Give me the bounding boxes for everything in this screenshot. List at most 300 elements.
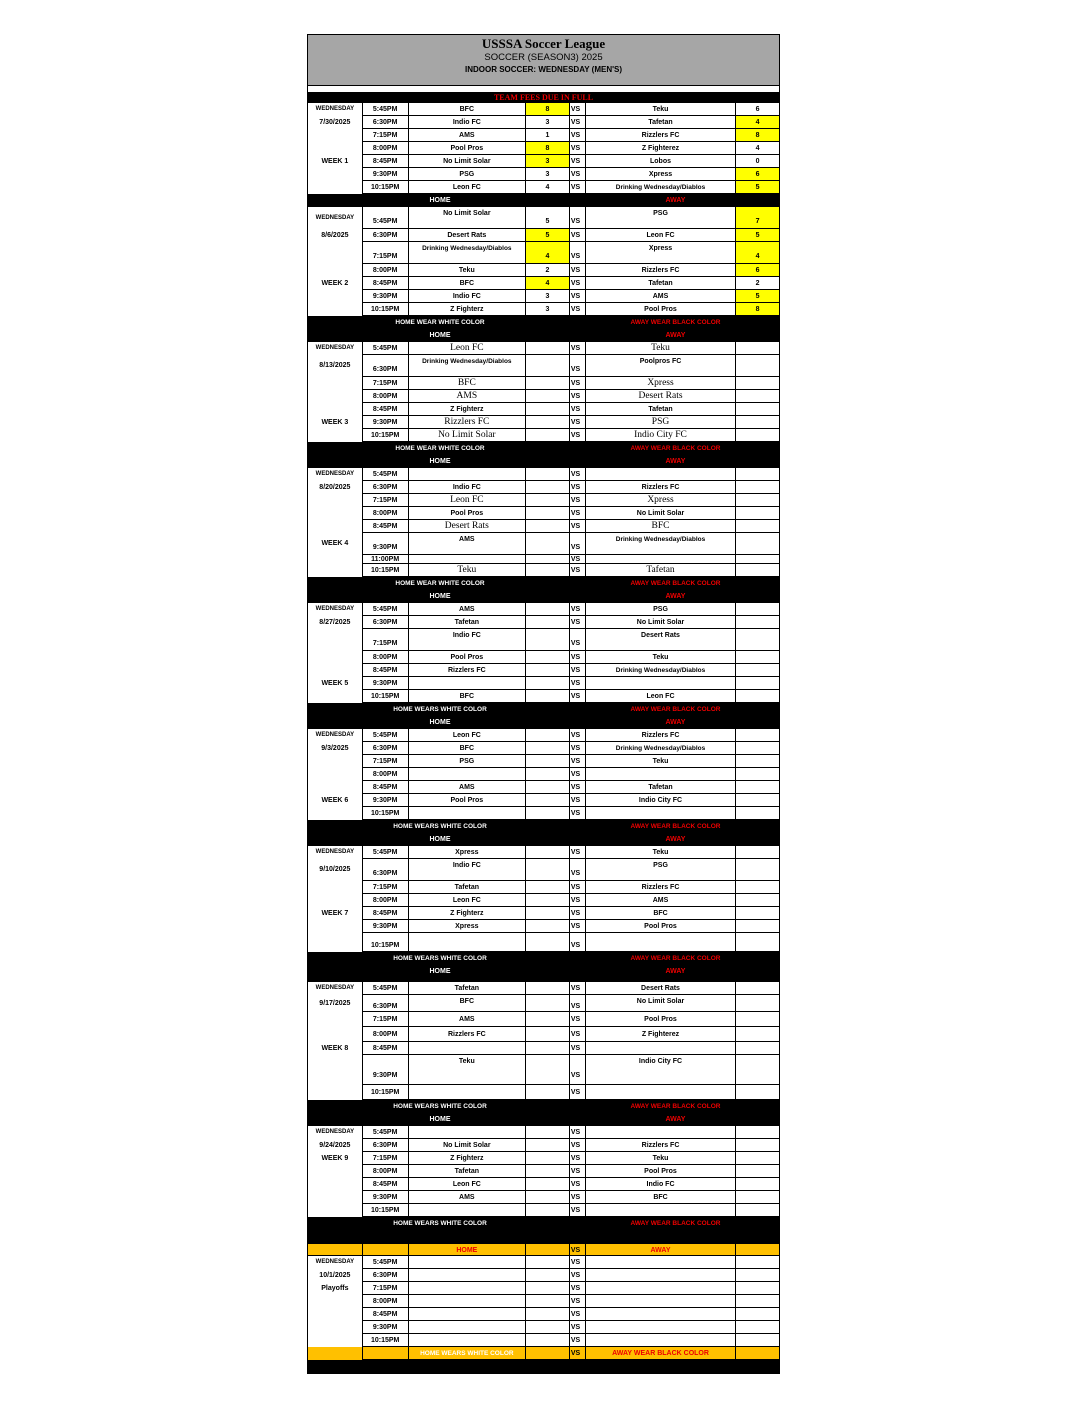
week-label-cell <box>308 1334 362 1347</box>
home-team: Xpress <box>408 846 526 859</box>
home-team <box>408 1126 526 1139</box>
game-row <box>308 103 779 116</box>
game-time: 9:30PM <box>362 290 408 303</box>
home-team: Rizzlers FC <box>408 416 526 429</box>
week-label-cell: WEEK 3 <box>321 419 349 426</box>
away-score <box>735 377 779 390</box>
home-team: Leon FC <box>408 342 526 355</box>
week-label-cell: WEEK 5 <box>321 680 349 687</box>
away-team: BFC <box>585 1191 735 1204</box>
home-score <box>525 1042 569 1055</box>
away-score <box>735 846 779 859</box>
week-label-cell: Playoffs <box>321 1285 349 1292</box>
away-score <box>735 690 779 703</box>
week-label-cell: 9/10/2025 <box>319 866 351 873</box>
game-time: 9:30PM <box>362 1191 408 1204</box>
game-time: 9:30PM <box>362 920 408 933</box>
home-team: BFC <box>408 277 526 290</box>
week-label-cell <box>308 664 362 677</box>
home-header: HOME <box>429 968 451 975</box>
away-team: Pool Pros <box>585 1012 735 1027</box>
game-row <box>308 1282 779 1295</box>
game-time: 8:00PM <box>362 1027 408 1042</box>
game-time: 7:15PM <box>362 1012 408 1027</box>
game-time: 5:45PM <box>362 982 408 995</box>
away-header: AWAY <box>665 593 686 600</box>
game-time: 7:15PM <box>362 881 408 894</box>
home-team: Pool Pros <box>408 651 526 664</box>
away-header: AWAY <box>665 197 686 204</box>
away-team <box>585 1308 735 1321</box>
home-team: AMS <box>408 390 526 403</box>
home-header: HOME <box>429 197 451 204</box>
game-row <box>308 1191 779 1204</box>
home-score <box>525 355 569 377</box>
home-score <box>525 982 569 995</box>
away-team <box>585 1295 735 1308</box>
away-team: Xpress <box>585 494 735 507</box>
game-row <box>308 533 779 555</box>
away-uniform-note: AWAY WEAR BLACK COLOR <box>630 823 721 830</box>
home-score <box>525 1269 569 1282</box>
game-row <box>308 181 779 194</box>
away-score <box>735 1027 779 1042</box>
game-row <box>308 377 779 390</box>
home-uniform-note: HOME WEAR WHITE COLOR <box>395 580 485 587</box>
playoff-header-cell <box>735 1243 779 1256</box>
away-score <box>735 629 779 651</box>
game-time: 10:15PM <box>362 303 408 316</box>
vs-label: VS <box>569 555 585 564</box>
vs-label: VS <box>569 1334 585 1347</box>
week-label-cell: 8/6/2025 <box>321 232 349 239</box>
uniform-color-band <box>308 952 779 965</box>
game-time: 8:00PM <box>362 894 408 907</box>
game-time: 5:45PM <box>362 1256 408 1269</box>
away-score: 6 <box>735 264 779 277</box>
game-time: 7:15PM <box>362 377 408 390</box>
home-score <box>525 1126 569 1139</box>
home-score <box>525 690 569 703</box>
game-row <box>308 277 779 290</box>
away-score: 2 <box>735 277 779 290</box>
home-score <box>525 520 569 533</box>
away-score <box>735 1334 779 1347</box>
away-score <box>735 1295 779 1308</box>
home-header: HOME <box>429 458 451 465</box>
week-label-cell <box>308 1321 362 1334</box>
game-row <box>308 794 779 807</box>
home-score <box>525 1204 569 1217</box>
home-score <box>525 555 569 564</box>
home-uniform-note: HOME WEAR WHITE COLOR <box>395 445 485 452</box>
game-row <box>308 168 779 181</box>
game-row <box>308 742 779 755</box>
vs-label: VS <box>569 920 585 933</box>
vs-label: VS <box>569 355 585 377</box>
away-score <box>735 355 779 377</box>
away-team: Indio City FC <box>585 1055 735 1085</box>
away-team <box>585 1321 735 1334</box>
week-label-cell <box>308 690 362 703</box>
vs-label: VS <box>569 342 585 355</box>
away-header: AWAY <box>665 1116 686 1123</box>
home-score <box>525 729 569 742</box>
home-score <box>525 1085 569 1100</box>
game-time: 8:45PM <box>362 664 408 677</box>
game-row <box>308 429 779 442</box>
home-team: Z Fighterz <box>408 907 526 920</box>
week-label-cell <box>308 755 362 768</box>
vs-label: VS <box>569 507 585 520</box>
away-score <box>735 1204 779 1217</box>
vs-label: VS <box>569 1139 585 1152</box>
playoff-uniform-cell: HOME WEARS WHITE COLOR <box>408 1347 526 1360</box>
away-team <box>585 1204 735 1217</box>
week-label-cell: WEEK 8 <box>321 1045 349 1052</box>
game-row <box>308 1152 779 1165</box>
home-team: Drinking Wednesday/Diablos <box>408 355 526 377</box>
vs-label: VS <box>569 390 585 403</box>
away-team: Desert Rats <box>585 390 735 403</box>
game-row <box>308 651 779 664</box>
game-time: 6:30PM <box>362 481 408 494</box>
home-team: Z Fighterz <box>408 303 526 316</box>
vs-label: VS <box>569 155 585 168</box>
away-score <box>735 755 779 768</box>
home-header: HOME <box>429 332 451 339</box>
game-row <box>308 116 779 129</box>
vs-label: VS <box>569 651 585 664</box>
game-row <box>308 1269 779 1282</box>
home-uniform-note: HOME WEARS WHITE COLOR <box>393 823 487 830</box>
playoff-uniform-cell <box>362 1347 408 1360</box>
game-time: 6:30PM <box>362 742 408 755</box>
vs-label: VS <box>569 564 585 577</box>
footer-band <box>308 1360 779 1373</box>
game-time: 9:30PM <box>362 533 408 555</box>
week-label-cell: 9/17/2025 <box>319 1000 351 1007</box>
vs-label: VS <box>569 629 585 651</box>
home-score <box>525 1165 569 1178</box>
fees-notice: TEAM FEES DUE IN FULL <box>308 92 779 103</box>
home-team <box>408 1334 526 1347</box>
week-label-cell <box>308 1027 362 1042</box>
game-row <box>308 690 779 703</box>
home-score <box>525 846 569 859</box>
away-score <box>735 1012 779 1027</box>
week-label-cell: WEEK 1 <box>321 158 349 165</box>
home-score: 3 <box>525 290 569 303</box>
game-row <box>308 881 779 894</box>
game-time: 8:45PM <box>362 1178 408 1191</box>
game-row <box>308 1042 779 1055</box>
home-score <box>525 677 569 690</box>
game-time: 8:00PM <box>362 507 408 520</box>
home-score <box>525 742 569 755</box>
vs-label: VS <box>569 377 585 390</box>
away-score <box>735 1152 779 1165</box>
home-header: HOME <box>429 836 451 843</box>
game-row <box>308 1321 779 1334</box>
playoff-header <box>308 1243 779 1256</box>
schedule-header <box>308 35 779 86</box>
away-header: AWAY <box>665 968 686 975</box>
home-score: 2 <box>525 264 569 277</box>
home-header: HOME <box>429 719 451 726</box>
home-score <box>525 881 569 894</box>
away-team: Tafetan <box>585 116 735 129</box>
vs-label: VS <box>569 1085 585 1100</box>
game-time: 9:30PM <box>362 168 408 181</box>
away-team <box>585 807 735 820</box>
game-time: 10:15PM <box>362 933 408 952</box>
away-uniform-note: AWAY WEAR BLACK COLOR <box>630 580 721 587</box>
vs-label: VS <box>569 859 585 881</box>
vs-label: VS <box>569 807 585 820</box>
week-label-cell <box>308 181 362 194</box>
away-score <box>735 390 779 403</box>
away-team <box>585 1042 735 1055</box>
home-score <box>525 1191 569 1204</box>
home-team: Indio FC <box>408 481 526 494</box>
game-row <box>308 1204 779 1217</box>
game-time: 8:45PM <box>362 907 408 920</box>
home-score: 8 <box>525 142 569 155</box>
away-score <box>735 1055 779 1085</box>
game-time: 7:15PM <box>362 242 408 264</box>
game-row <box>308 1012 779 1027</box>
week-label-cell: 8/20/2025 <box>319 484 351 491</box>
away-score: 4 <box>735 242 779 264</box>
away-team: PSG <box>585 207 735 229</box>
game-row <box>308 507 779 520</box>
vs-label: VS <box>569 781 585 794</box>
week-label-cell: WEDNESDAY <box>315 606 355 612</box>
away-score <box>735 1178 779 1191</box>
vs-label: VS <box>569 277 585 290</box>
away-score <box>735 1269 779 1282</box>
home-team <box>408 677 526 690</box>
away-team <box>585 1269 735 1282</box>
home-away-header <box>308 590 779 603</box>
away-team <box>585 555 735 564</box>
vs-label: VS <box>569 303 585 316</box>
week-label-cell <box>308 1191 362 1204</box>
vs-label: VS <box>569 1282 585 1295</box>
game-row <box>308 342 779 355</box>
vs-label: VS <box>569 1027 585 1042</box>
week-label-cell <box>308 651 362 664</box>
vs-label: VS <box>569 729 585 742</box>
week-label-cell <box>308 629 362 651</box>
away-score <box>735 1191 779 1204</box>
game-time: 10:15PM <box>362 1334 408 1347</box>
game-row <box>308 520 779 533</box>
week-label-cell: WEEK 2 <box>321 280 349 287</box>
game-row <box>308 664 779 677</box>
away-team: Teku <box>585 342 735 355</box>
home-team: Desert Rats <box>408 229 526 242</box>
home-team: Desert Rats <box>408 520 526 533</box>
week-label-cell <box>308 494 362 507</box>
week-label-cell: 8/27/2025 <box>319 619 351 626</box>
away-score <box>735 1139 779 1152</box>
uniform-color-band <box>308 442 779 455</box>
home-team <box>408 1308 526 1321</box>
week-label-cell <box>308 564 362 577</box>
game-row <box>308 755 779 768</box>
game-row <box>308 995 779 1012</box>
away-team: Pool Pros <box>585 920 735 933</box>
vs-label: VS <box>569 1126 585 1139</box>
uniform-color-band <box>308 703 779 716</box>
away-team: Xpress <box>585 377 735 390</box>
away-score <box>735 1165 779 1178</box>
home-team <box>408 1204 526 1217</box>
home-team: Pool Pros <box>408 507 526 520</box>
away-team: Xpress <box>585 168 735 181</box>
home-uniform-note: HOME WEAR WHITE COLOR <box>395 319 485 326</box>
home-score <box>525 377 569 390</box>
game-time: 8:45PM <box>362 277 408 290</box>
away-score: 8 <box>735 303 779 316</box>
away-score <box>735 894 779 907</box>
home-score <box>525 781 569 794</box>
home-score <box>525 755 569 768</box>
home-score <box>525 995 569 1012</box>
game-row <box>308 403 779 416</box>
vs-label: VS <box>569 1308 585 1321</box>
playoff-header-cell <box>525 1243 569 1256</box>
week-label-cell <box>308 1055 362 1085</box>
week-label-cell: WEDNESDAY <box>315 1259 355 1265</box>
vs-label: VS <box>569 1152 585 1165</box>
away-score <box>735 507 779 520</box>
game-row <box>308 555 779 564</box>
home-team: Teku <box>408 264 526 277</box>
home-team: Tafetan <box>408 982 526 995</box>
week-label-cell <box>308 1295 362 1308</box>
home-team: No Limit Solar <box>408 155 526 168</box>
game-time: 8:00PM <box>362 651 408 664</box>
vs-label: VS <box>569 181 585 194</box>
home-team: BFC <box>408 377 526 390</box>
game-row <box>308 768 779 781</box>
away-team: Rizzlers FC <box>585 881 735 894</box>
game-row <box>308 229 779 242</box>
game-row <box>308 933 779 952</box>
week-label-cell <box>308 377 362 390</box>
home-team: Rizzlers FC <box>408 1027 526 1042</box>
home-score: 8 <box>525 103 569 116</box>
vs-label: VS <box>569 1165 585 1178</box>
home-uniform-note: HOME WEARS WHITE COLOR <box>393 955 487 962</box>
home-score: 5 <box>525 229 569 242</box>
home-score <box>525 664 569 677</box>
away-team: Tafetan <box>585 403 735 416</box>
home-score <box>525 907 569 920</box>
away-team: Pool Pros <box>585 1165 735 1178</box>
away-team: Teku <box>585 651 735 664</box>
vs-label: VS <box>569 894 585 907</box>
home-away-header <box>308 833 779 846</box>
week-label-cell: 9/3/2025 <box>321 745 349 752</box>
vs-label: VS <box>569 742 585 755</box>
game-time: 7:15PM <box>362 629 408 651</box>
vs-label: VS <box>569 995 585 1012</box>
game-time: 6:30PM <box>362 995 408 1012</box>
vs-label: VS <box>569 168 585 181</box>
home-score <box>525 807 569 820</box>
away-score: 4 <box>735 116 779 129</box>
vs-label: VS <box>569 468 585 481</box>
game-time: 10:15PM <box>362 807 408 820</box>
home-away-header <box>308 965 779 982</box>
vs-label: VS <box>569 1256 585 1269</box>
game-row <box>308 142 779 155</box>
away-team <box>585 1334 735 1347</box>
home-team: AMS <box>408 1012 526 1027</box>
home-team: Tafetan <box>408 881 526 894</box>
week-label-cell: WEDNESDAY <box>315 106 355 112</box>
away-team: AMS <box>585 894 735 907</box>
game-time: 5:45PM <box>362 468 408 481</box>
game-row <box>308 290 779 303</box>
game-row <box>308 264 779 277</box>
home-score <box>525 603 569 616</box>
week-label-cell <box>308 507 362 520</box>
home-score <box>525 933 569 952</box>
home-team <box>408 1085 526 1100</box>
home-team <box>408 1321 526 1334</box>
vs-label: VS <box>569 520 585 533</box>
week-label-cell: WEDNESDAY <box>315 345 355 351</box>
home-score: 5 <box>525 207 569 229</box>
game-time: 9:30PM <box>362 794 408 807</box>
home-score <box>525 481 569 494</box>
playoff-uniform-cell: VS <box>569 1347 585 1360</box>
home-team: BFC <box>408 690 526 703</box>
vs-label: VS <box>569 1042 585 1055</box>
home-score <box>525 920 569 933</box>
uniform-color-band <box>308 577 779 590</box>
playoff-header-cell: AWAY <box>585 1243 735 1256</box>
home-team: Drinking Wednesday/Diablos <box>408 242 526 264</box>
game-row <box>308 616 779 629</box>
away-uniform-note: AWAY WEAR BLACK COLOR <box>630 445 721 452</box>
week-label-cell <box>308 390 362 403</box>
week-label-cell <box>308 881 362 894</box>
week-label-cell <box>308 1178 362 1191</box>
away-team <box>585 768 735 781</box>
playoff-header-cell <box>308 1243 362 1256</box>
week-label-cell <box>308 520 362 533</box>
home-team <box>408 1042 526 1055</box>
game-time: 7:15PM <box>362 755 408 768</box>
game-row <box>308 129 779 142</box>
away-team <box>585 1085 735 1100</box>
away-team: Desert Rats <box>585 629 735 651</box>
home-score <box>525 564 569 577</box>
away-score <box>735 403 779 416</box>
vs-label: VS <box>569 1191 585 1204</box>
week-label-cell: WEDNESDAY <box>315 471 355 477</box>
game-row <box>308 982 779 995</box>
away-team: Xpress <box>585 242 735 264</box>
away-team: Tafetan <box>585 277 735 290</box>
game-row <box>308 1126 779 1139</box>
